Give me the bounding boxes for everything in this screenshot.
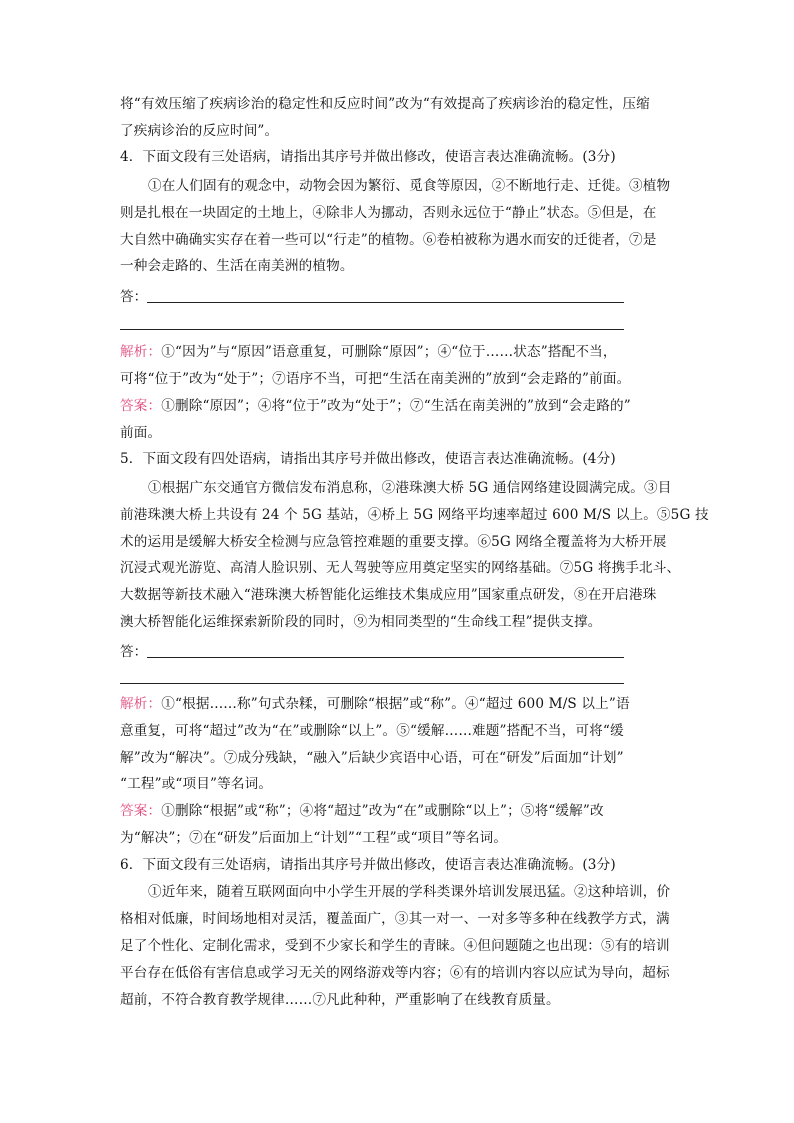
q5-analysis-line-1: [120, 694, 630, 714]
q4-passage-line-1: ①在人们固有的观念中，动物会因为繁衍、觅食等原因，②不断地行走、迁徙。③植物: [148, 178, 671, 194]
q4-key-text-1: ①删除“原因”；④将“位于”改为“处于”；⑦“生活在南美洲的”放到“会走路的”: [161, 398, 631, 414]
q6-passage-line-4: 平台存在低俗有害信息或学习无关的网络游戏等内容；⑥有的培训内容以应试为导向，超标: [120, 965, 670, 981]
q4-key-line-2: 前面。: [120, 425, 162, 441]
q4-analysis-line-1: [120, 342, 617, 362]
q5-key-line-1: [120, 801, 604, 821]
prev-answer-line-2: 了疾病诊治的反应时间”。: [120, 123, 279, 139]
q5-key-label: 答案：: [120, 803, 162, 819]
q5-answer-blank-1[interactable]: [147, 657, 624, 658]
q5-passage-line-1: ①根据广东交通官方微信发布消息称，②港珠澳大桥 5G 通信网络建设圆满完成。③目: [148, 480, 672, 496]
q5-passage-line-4: 沉浸式观光游览、高清人脸识别、无人驾驶等应用奠定坚实的网络基础。⑦5G 将携手北斗、: [120, 560, 681, 576]
q4-answer-blank-1[interactable]: [147, 302, 624, 303]
q5-analysis-line-3: 解”改为“解决”。⑦成分残缺，“融入”后缺少宾语中心语，可在“研发”后面加“计划”: [120, 750, 624, 766]
q4-analysis-label: 解析：: [120, 344, 162, 360]
q5-analysis-label: 解析：: [120, 696, 162, 712]
q5-analysis-line-4: “工程”或“项目”等名词。: [120, 776, 273, 792]
q4-heading: 4．下面文段有三处语病，请指出其序号并做出修改，使语言表达准确流畅。(3分): [120, 149, 616, 165]
q4-passage-line-2: 则是扎根在一块固定的土地上，④除非人为挪动，否则永远位于“静止”状态。⑤但是，在: [120, 205, 657, 221]
q4-answer-label: 答：: [120, 289, 148, 305]
q4-analysis-text-1: ①“因为”与“原因”语意重复，可删除“原因”；④“位于……状态”搭配不当，: [161, 344, 617, 360]
q5-heading: 5．下面文段有四处语病，请指出其序号并做出修改，使语言表达准确流畅。(4分): [120, 451, 616, 467]
q6-passage-line-5: 超前，不符合教育教学规律……⑦凡此种种，严重影响了在线教育质量。: [120, 992, 560, 1008]
q4-passage-line-3: 大自然中确确实实存在着一些可以“行走”的植物。⑥卷柏被称为遇水而安的迁徙者，⑦是: [120, 232, 657, 248]
q4-key-label: 答案：: [120, 398, 162, 414]
q5-key-text-1: ①删除“根据”或“称”；④将“超过”改为“在”或删除“以上”；⑤将“缓解”改: [161, 803, 604, 819]
q5-answer-label: 答：: [120, 644, 148, 660]
q6-passage-line-2: 格相对低廉，时间场地相对灵活，覆盖面广，③其一对一、一对多等多种在线教学方式，满: [120, 911, 670, 927]
q6-passage-line-1: ①近年来，随着互联网面向中小学生开展的学科类课外培训发展迅猛。②这种培训，价: [148, 884, 671, 900]
q5-passage-line-6: 澳大桥智能化运维探索新阶段的同时，⑨为相同类型的“生命线工程”提供支撑。: [120, 614, 602, 630]
q4-analysis-line-2: 可将“位于”改为“处于”；⑦语序不当，可把“生活在南美洲的”放到“会走路的”前面。: [120, 371, 631, 387]
q5-key-line-2: 为“解决”；⑦在“研发”后面加上“计划”“工程”或“项目”等名词。: [120, 830, 508, 846]
q4-passage-line-4: 一种会走路的、生活在南美洲的植物。: [120, 258, 354, 274]
q4-key-line-1: [120, 396, 631, 416]
q5-passage-line-3: 术的运用是缓解大桥安全检测与应急管控难题的重要支撑。⑥5G 网络全覆盖将为大桥开展: [120, 534, 667, 550]
q5-analysis-line-2: 意重复，可将“超过”改为“在”或删除“以上”。⑤“缓解……难题”搭配不当，可将“缓: [120, 723, 624, 739]
q5-passage-line-5: 大数据等新技术融入“港珠澳大桥智能化运维技术集成应用”国家重点研发，⑧在开启港珠: [120, 587, 657, 603]
q5-answer-blank-2[interactable]: [120, 683, 624, 684]
q6-heading: 6．下面文段有三处语病，请指出其序号并做出修改，使语言表达准确流畅。(3分): [120, 857, 616, 873]
q4-answer-blank-2[interactable]: [120, 329, 624, 330]
prev-answer-line-1: 将“有效压缩了疾病诊治的稳定性和反应时间”改为“有效提高了疾病诊治的稳定性，压缩: [120, 96, 650, 112]
q6-passage-line-3: 足了个性化、定制化需求，受到不少家长和学生的青睐。④但问题随之也出现：⑤有的培训: [120, 938, 670, 954]
q5-passage-line-2: 前港珠澳大桥上共设有 24 个 5G 基站，④桥上 5G 网络平均速率超过 600 M/S 以上。⑤5G 技: [120, 507, 709, 523]
q5-analysis-text-1: ①“根据……称”句式杂糅，可删除“根据”或“称”。④“超过 600 M/S 以上”语: [161, 696, 630, 712]
